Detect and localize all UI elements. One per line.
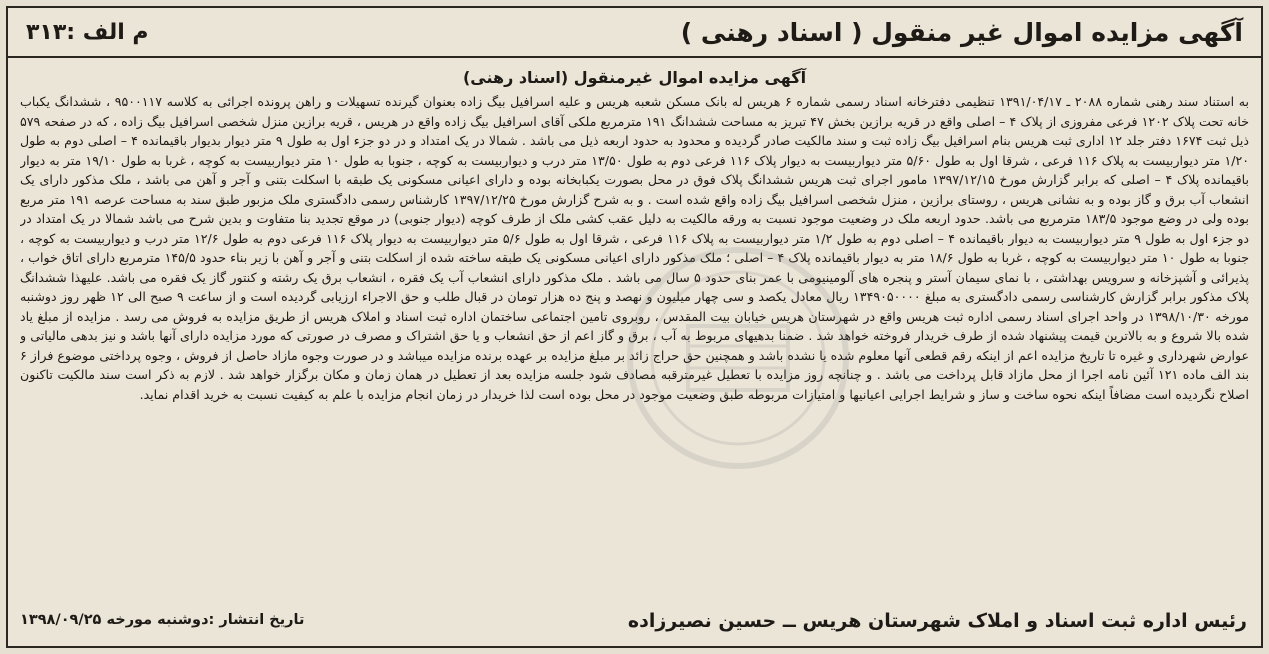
notice-body: به استناد سند رهنی شماره ۲۰۸۸ ـ ۱۳۹۱/۰۴/۱۷ تنظیمی دفترخانه اسناد رسمی شماره ۶ هریس له بانک مسکن شعبه هریس و علیه اسرافیل بیگ زاده بعنوان گیرنده تسهیلات و راهن پرونده اجرائی به کلاسه ۹۵۰۰۱۱۷ ، ششدانگ یکباب خانه تحت پلاک ۱۲۰۲ فرعی مفروزی از پلاک ۴ – اصلی واقع در قریه برازین بخش ۴۷ تبریز به مساحت ششدانگ ۱۹۱ مترمربع ملکی آقای اسرافیل بیگ زاده واقع در هریس ، قریه برازین منزل شخصی اسرافیل بیگ زاده ، که در صفحه ۵۷۹ ذیل ثبت ۱۶۷۴ دفتر جلد ۱۲ اداری ثبت هریس بنام اسرافیل بیگ زاده ثبت و سند مالکیت صادر گردیده و محدود به حدود اربعه ذیل می باشد . شمالا در یک امتداد و در دو جزء اول به طول ۹ متر دیوار بدیوار باقیمانده ۴ – اصلی دوم به طول ۱/۲۰ متر دیواربیست به پلاک ۱۱۶ فرعی ، شرقا اول به طول ۵/۶۰ متر دیواربیست به دیوار پلاک ۱۱۶ فرعی دوم به طول ۱۳/۵۰ متر درب و دیواربیست به کوچه ، جنوبا به طول ۱۰ متر دیواربیست به کوچه ، غربا به طول ۱۹/۱۰ متر به دیوار باقیمانده پلاک ۴ – اصلی که برابر گزارش مورخ ۱۳۹۷/۱۲/۱۵ مامور اجرای ثبت هریس ششدانگ پلاک فوق در محل بصورت یکبابخانه بوده و دارای اعیانی مسکونی یک طبقه با اسکلت بتنی و آجر و آهن می باشد ، ملک مذکور دارای یک انشعاب آب برق و گاز بوده و به نشانی هریس ، روستای برازین ، منزل شخصی اسرافیل بیگ زاده واقع شده است . و به شرح گزارش مورخ ۱۳۹۷/۱۲/۲۵ کارشناس رسمی دادگستری ملک مزبور طبق سند به مساحت عرصه ۱۹۱ متر مربع بوده ولی در وضع موجود ۱۸۳/۵ مترمربع می باشد. حدود اربعه ملک در وضعیت موجود نسبت به ورقه مالکیت به دلیل عقب کشی ملک از طرف کوچه (دیوار جنوبی) در موقع تجدید بنا متفاوت و بدین شرح می باشد شمالا در یک امتداد در دو جزء اول به طول ۹ متر دیواربیست به دیوار باقیمانده ۴ – اصلی دوم به طول ۱/۲ متر دیواربیست به پلاک ۱۱۶ فرعی ، شرقا اول به طول ۵/۶ متر دیواربیست به دیوار پلاک ۱۱۶ فرعی دوم به طول ۱۲/۶ متر درب و دیواربیست به کوچه ، جنوبا به طول ۱۰ متر دیواربیست به کوچه ، غربا به طول ۱۸/۶ متر به دیوار باقیمانده پلاک ۴ – اصلی ؛ ملک مذکور دارای اعیانی مسکونی یک طبقه ساخته شده از اسکلت بتنی و آجر و آهن با زیر بناء حدود ۱۴۵/۵ مترمربع دارای اتاق خواب ، پذیرائی و آشپزخانه و سرویس بهداشتی ، با نمای سیمان آستر و پنجره های آلومینیومی با عمر بنای حدود ۵ سال می باشد . ملک مذکور دارای انشعاب آب یک فقره ، انشعاب برق یک رشته و کنتور گاز یک فقره می باشد. علیهذا ششدانگ پلاک مذکور برابر گزارش کارشناسی رسمی دادگستری به مبلغ ۱۳۴۹۰۵۰۰۰۰ ریال معادل یکصد و سی چهار میلیون و نهصد و پنج ده هزار تومان در قبال طلب و حق الاجراء ارزیابی گردیده است و از ساعت ۹ صبح الی ۱۲ ظهر روز دوشنبه مورخه ۱۳۹۸/۱۰/۳۰ در واحد اجرای اسناد رسمی اداره ثبت هریس واقع در شهرستان هریس خیابان بیت المقدس ، روبروی تامین اجتماعی ساختمان اداره ثبت اسناد و املاک هریس از طریق مزایده به فروش می رسد . مزایده از مبلغ یاد شده بالا شروع و به بالاترین قیمت پیشنهاد شده از طرف خریدار فروخته خواهد شد . ضمنا بدهیهای مربوط به آب ، برق و گاز اعم از حق انشعاب و یا حق اشتراک و مصرف در صورتی که مورد مزایده دارای آنها باشد و نیز بدهی مالیاتی و عوارض شهرداری و غیره تا تاریخ مزایده اعم از اینکه رقم قطعی آنها معلوم شده یا نشده باشد و همچنین حق حراج زائد بر مبلغ مزایده بر عهده برنده مزایده میباشد و در صورت وجوه مازاد حاصل از فروش ، وجوه پرداختی موضوع فراز ۶ بند الف ماده ۱۲۱ آئین نامه اجرا از محل مازاد قابل پرداخت می باشد . و چنانچه روز مزایده با تعطیل غیرمترقبه مصادف شود جلسه مزایده بعد از تعطیل در همان زمان و مکان برگزار خواهد شد . لازم به ذکر است سند مالکیت تاکنون اصلاح نگردیده است مضافاً اینکه نحوه ساخت و ساز و شرایط اجرایی اعیانیها و امتیازات مربوطه طبق وضعیت موجود در محل بوده است لذا خریدار در زمان انجام مزایده با علم به کیفیت نسبت به خرید اقدام نماید. (20, 94, 1249, 402)
publish-date: تاریخ انتشار :دوشنبه مورخه ۱۳۹۸/۰۹/۲۵ (20, 612, 305, 628)
auction-notice (6, 6, 1263, 648)
notice-title: آگهی مزایده اموال غیرمنقول (اسناد رهنی) (462, 68, 807, 87)
header-title: آگهی مزایده اموال غیر منقول ( اسناد رهنی ) (680, 17, 1243, 47)
signature-line: رئیس اداره ثبت اسناد و املاک شهرستان هریس ــ حسین نصیرزاده (627, 610, 1247, 632)
notice-code: م الف :۳۱۳ (26, 19, 149, 45)
notice-header (8, 8, 1261, 58)
